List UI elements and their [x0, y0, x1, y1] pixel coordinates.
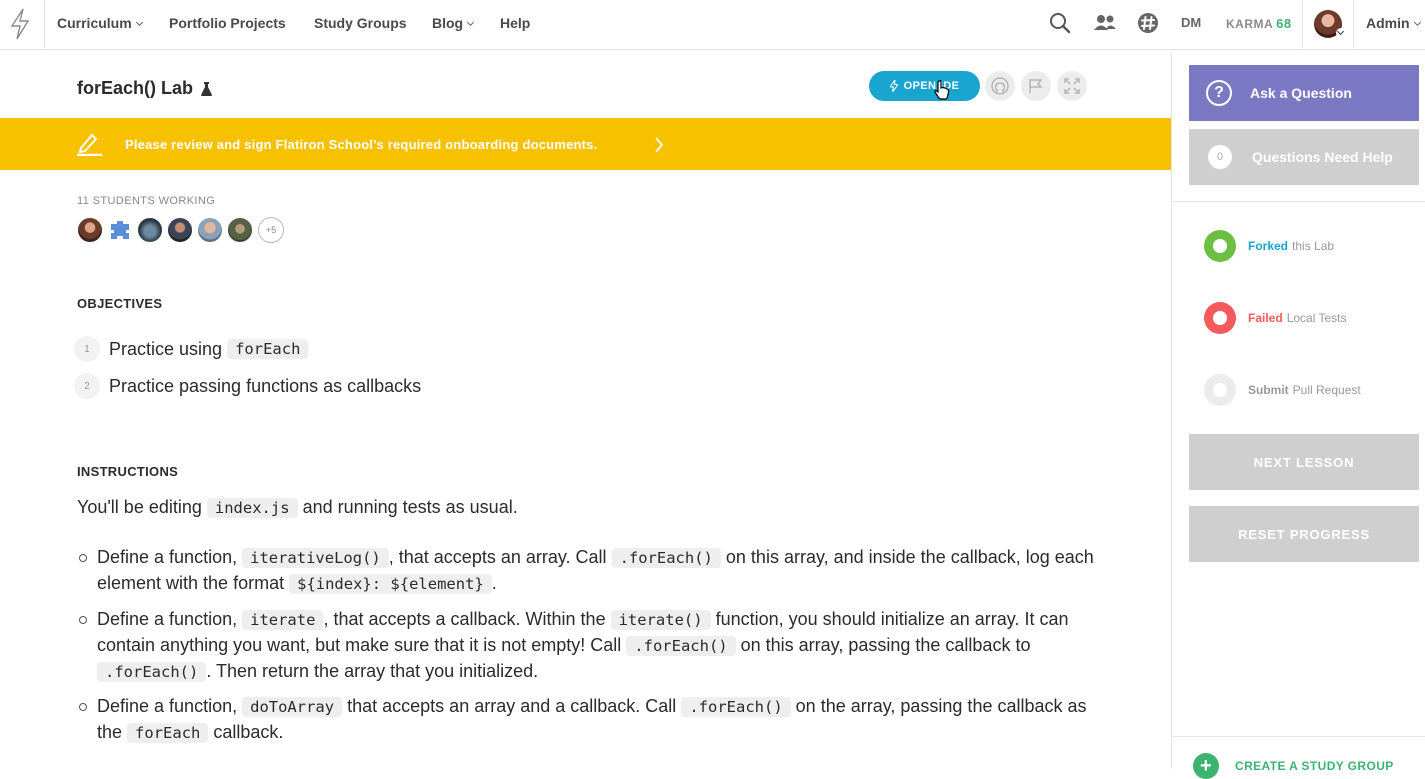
people-icon[interactable] [1094, 14, 1116, 37]
status-ring-icon [1204, 230, 1236, 262]
inline-code: ${index}: ${element} [289, 574, 492, 594]
fullscreen-button[interactable] [1057, 71, 1087, 101]
open-ide-button[interactable] [869, 71, 980, 101]
lesson-title [77, 78, 212, 99]
admin-label: Admin [1366, 15, 1410, 31]
lightning-logo-icon [9, 8, 31, 40]
objective-number: 1 [74, 336, 100, 362]
github-icon [991, 77, 1009, 95]
instruction-text: callback. [213, 722, 284, 742]
instruction-item [97, 607, 1097, 685]
karma-value: 68 [1276, 16, 1292, 31]
questions-need-help-button[interactable] [1189, 129, 1419, 185]
direct-messages-link[interactable]: DM [1181, 15, 1202, 30]
objective-item [74, 336, 308, 362]
question-icon: ? [1206, 80, 1232, 106]
lesson-sidebar [1171, 50, 1425, 777]
instruction-text: Define a function, [97, 609, 238, 629]
step-status: Failed [1248, 311, 1283, 325]
instruction-text: , that accepts a callback. Within the [323, 609, 606, 629]
inline-code: .forEach() [626, 636, 735, 656]
instructions-heading: INSTRUCTIONS [77, 464, 179, 479]
nav-curriculum[interactable] [57, 15, 142, 31]
create-study-group-button[interactable] [1193, 753, 1394, 779]
open-ide-label: OPEN IDE [903, 80, 960, 92]
nav-blog[interactable] [432, 15, 473, 31]
status-ring-icon [1204, 302, 1236, 334]
instruction-text: Define a function, [97, 696, 238, 716]
slack-icon[interactable] [1137, 12, 1159, 39]
expand-icon [1064, 78, 1080, 94]
step-status: Forked [1248, 239, 1289, 253]
progress-step-pull-request [1204, 374, 1361, 406]
search-icon[interactable] [1049, 12, 1071, 39]
instruction-text: function, you should initialize an array. It can contain anything you want, but make sure that it is not empty! Call [97, 609, 1069, 655]
instruction-text: Define a function, [97, 547, 238, 567]
banner-text: Please review and sign Flatiron School’s required onboarding documents. [125, 137, 598, 152]
student-avatar[interactable] [197, 217, 223, 243]
instruction-text: on the array, passing the callback as the [97, 696, 1087, 742]
objective-item [74, 373, 421, 399]
nav-help[interactable]: Help [500, 15, 531, 31]
inline-code: .forEach() [612, 548, 721, 568]
step-status: Submit [1248, 383, 1289, 397]
plus-icon: + [1193, 753, 1219, 779]
hand-cursor-icon [934, 80, 950, 100]
questions-count-badge: 0 [1208, 145, 1232, 169]
progress-step-forked [1204, 230, 1334, 262]
student-avatar[interactable] [137, 217, 163, 243]
progress-step-tests [1204, 302, 1347, 334]
nav-curriculum-label: Curriculum [57, 15, 132, 31]
step-label: Pull Request [1292, 383, 1361, 397]
objective-number: 2 [74, 373, 100, 399]
chevron-down-icon [136, 19, 143, 26]
instruction-text: . [491, 573, 497, 593]
flag-button[interactable] [1021, 71, 1051, 101]
divider [1172, 736, 1425, 737]
objective-text: Practice using [109, 338, 223, 359]
instruction-text: . Then return the array that you initialized. [206, 661, 539, 681]
inline-code: iterate() [611, 610, 711, 630]
status-ring-icon [1204, 374, 1236, 406]
student-avatar[interactable] [167, 217, 193, 243]
divider [1172, 201, 1425, 202]
inline-code: forEach [227, 339, 308, 359]
admin-menu[interactable] [1366, 15, 1420, 31]
inline-code: iterate [242, 610, 323, 630]
inline-code: iterativeLog() [242, 548, 389, 568]
student-avatar[interactable] [77, 217, 103, 243]
chevron-down-icon [1414, 19, 1421, 26]
step-label: this Lab [1292, 239, 1335, 253]
objective-text: Practice passing functions as callbacks [109, 375, 422, 396]
sign-pen-icon [77, 132, 103, 156]
github-button[interactable] [985, 71, 1015, 101]
reset-progress-button[interactable]: RESET PROGRESS [1189, 506, 1419, 562]
ask-question-button[interactable] [1189, 65, 1419, 121]
nav-portfolio-projects[interactable]: Portfolio Projects [169, 15, 286, 31]
instructions-intro [77, 497, 518, 518]
objectives-heading: OBJECTIVES [77, 296, 163, 311]
step-label: Local Tests [1286, 311, 1347, 325]
instruction-text: on this array, and inside the callback, log each element with the format [97, 547, 1094, 593]
nav-blog-label: Blog [432, 15, 464, 31]
more-students-badge[interactable]: +5 [258, 217, 284, 243]
nav-study-groups[interactable]: Study Groups [314, 15, 407, 31]
inline-code: .forEach() [97, 662, 206, 682]
karma-counter[interactable] [1226, 16, 1292, 31]
lesson-title-text: forEach() Lab [77, 78, 194, 98]
flatiron-logo[interactable] [0, 0, 45, 49]
instruction-text: that accepts an array and a callback. Call [347, 696, 677, 716]
karma-label: KARMA [1226, 17, 1274, 31]
ask-question-label: Ask a Question [1250, 85, 1352, 101]
top-nav [0, 0, 1425, 50]
instruction-text: , that accepts an array. Call [388, 547, 607, 567]
intro-text: You'll be editing [77, 497, 202, 517]
create-study-group-label: CREATE A STUDY GROUP [1235, 759, 1394, 773]
flask-icon [201, 80, 212, 101]
next-lesson-button[interactable]: NEXT LESSON [1189, 434, 1419, 490]
students-working-label: 11 STUDENTS WORKING [77, 195, 216, 207]
instruction-item [97, 694, 1097, 746]
inline-code: index.js [207, 498, 298, 518]
inline-code: doToArray [242, 697, 342, 717]
instruction-text: on this array, passing the callback to [740, 635, 1031, 655]
inline-code: .forEach() [681, 697, 790, 717]
lightning-icon [890, 80, 898, 92]
questions-need-help-label: Questions Need Help [1252, 149, 1393, 165]
flag-icon [1028, 78, 1044, 94]
student-avatar[interactable] [107, 217, 133, 243]
inline-code: forEach [127, 723, 208, 743]
chevron-down-icon [1336, 28, 1346, 38]
onboarding-banner[interactable] [0, 118, 1171, 170]
intro-text: and running tests as usual. [302, 497, 518, 517]
user-menu[interactable] [1302, 0, 1354, 49]
student-avatar[interactable] [227, 217, 253, 243]
instruction-item [97, 545, 1097, 597]
chevron-down-icon [467, 19, 474, 26]
chevron-right-icon [654, 137, 664, 153]
